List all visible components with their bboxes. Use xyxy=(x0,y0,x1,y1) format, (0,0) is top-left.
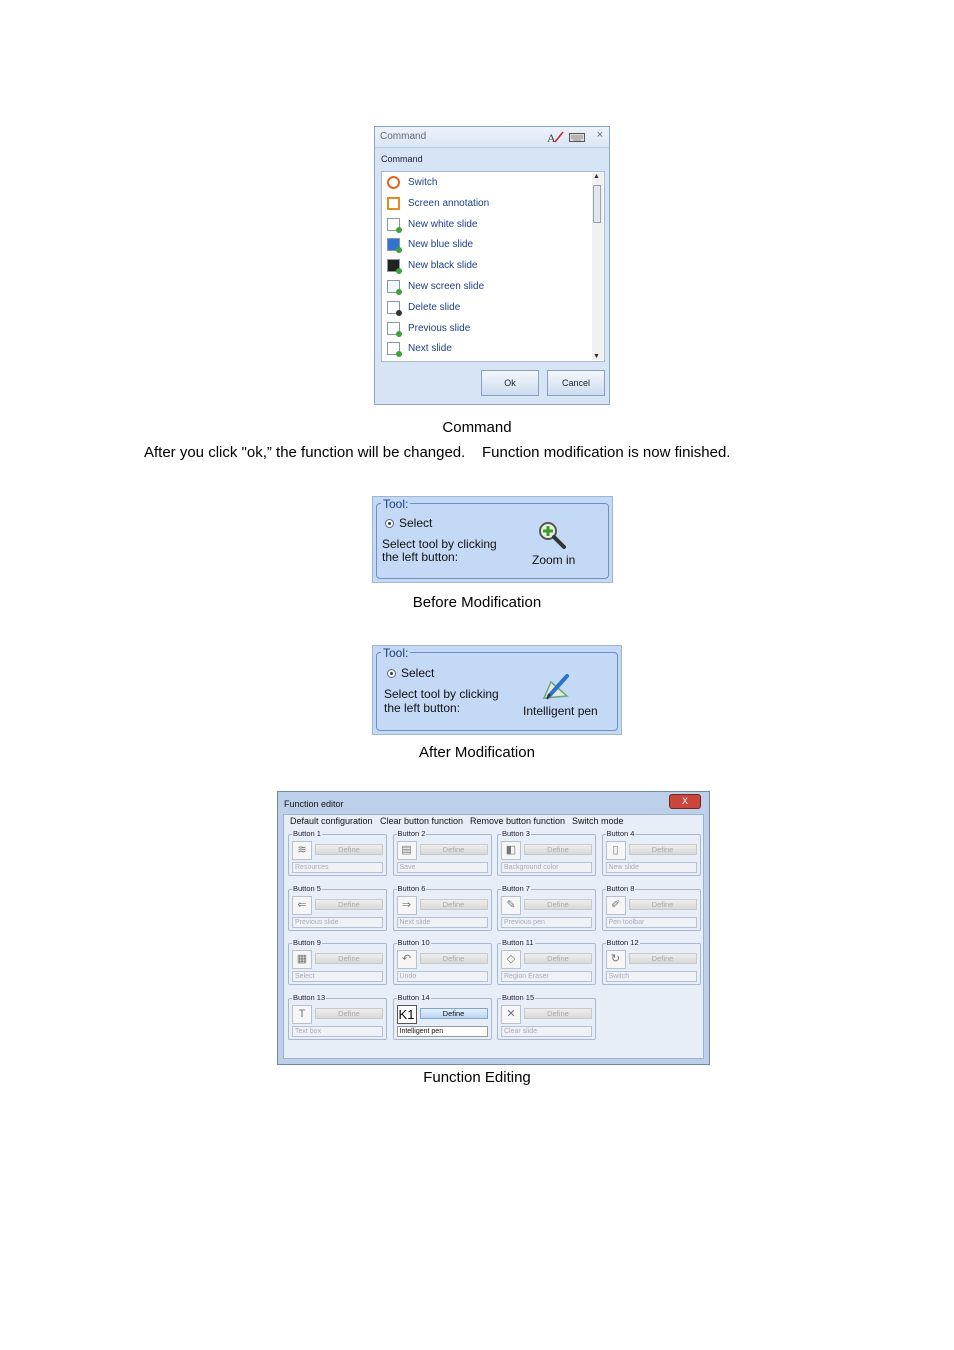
command-item[interactable] xyxy=(382,256,592,277)
define-button[interactable]: Define xyxy=(420,899,488,910)
blue-slide-icon xyxy=(387,238,400,251)
screen-slide-icon xyxy=(387,280,400,293)
badge-icon xyxy=(396,247,402,253)
function-value-field: Region Eraser xyxy=(501,971,592,982)
svg-text:A: A xyxy=(547,131,556,144)
button-slot-label: Button 4 xyxy=(606,829,635,838)
menu-clear-button-function[interactable]: Clear button function xyxy=(380,816,464,826)
radio-label: Select xyxy=(399,516,433,530)
define-button[interactable]: Define xyxy=(315,953,383,964)
button-slot xyxy=(602,938,701,985)
zoom-in-icon[interactable] xyxy=(537,520,567,555)
command-item[interactable] xyxy=(382,235,592,256)
define-button[interactable]: Define xyxy=(420,1008,488,1019)
button-slot-label: Button 1 xyxy=(293,829,321,838)
badge-icon xyxy=(396,351,402,357)
hint-line-1: Select tool by clicking xyxy=(382,537,497,551)
button-slot-label: Button 15 xyxy=(502,992,535,1002)
button-slot-label: Button 8 xyxy=(606,883,635,893)
function-value-field: Next slide xyxy=(397,917,488,928)
next-slide-icon xyxy=(387,342,400,355)
function-value-field: Resources xyxy=(292,862,383,873)
define-button[interactable]: Define xyxy=(315,1008,383,1019)
button-slot-label: Button 14 xyxy=(397,992,430,1002)
delete-slide-icon xyxy=(387,301,400,314)
button-slot xyxy=(288,829,387,876)
radio-label: Select xyxy=(401,666,435,680)
define-button[interactable]: Define xyxy=(629,953,697,964)
clear-slide-icon[interactable]: ✕ xyxy=(501,1005,521,1024)
hint-line-1: Select tool by clicking xyxy=(384,687,499,701)
command-item-label: New blue slide xyxy=(408,239,474,251)
menu-default-configuration[interactable]: Default configuration xyxy=(290,816,373,826)
undo-icon[interactable]: ↶ xyxy=(397,950,417,969)
command-item[interactable] xyxy=(382,173,592,194)
button-slot-label: Button 11 xyxy=(502,938,534,947)
command-item-label: New white slide xyxy=(408,218,478,230)
text-box-icon[interactable]: T xyxy=(292,1005,312,1024)
previous-slide-icon[interactable]: ⇐ xyxy=(292,896,312,915)
hint-line-2: the left button: xyxy=(384,701,461,715)
select-radio[interactable] xyxy=(387,669,396,678)
badge-icon xyxy=(396,310,402,316)
menu-switch-mode[interactable]: Switch mode xyxy=(572,816,624,826)
cancel-button[interactable]: Cancel xyxy=(547,370,605,396)
define-button[interactable]: Define xyxy=(524,844,592,855)
previous-slide-icon xyxy=(387,322,400,335)
button-slot xyxy=(497,884,596,931)
function-value-field: Pen toolbar xyxy=(606,917,697,928)
button-slot xyxy=(393,938,492,985)
background-color-icon[interactable]: ◧ xyxy=(501,841,521,860)
button-slot xyxy=(602,884,701,931)
instruction-paragraph: After you click "ok,” the function will be changed. Function modification is now finished. xyxy=(144,444,731,461)
command-item-label: Screen annotation xyxy=(408,197,490,209)
define-button[interactable]: Define xyxy=(420,953,488,964)
button-slot xyxy=(393,993,492,1040)
button-slot xyxy=(602,829,701,876)
button-slot xyxy=(393,829,492,876)
white-slide-icon xyxy=(387,218,400,231)
button-slot xyxy=(497,829,596,876)
function-value-field: Background color xyxy=(501,862,592,873)
command-item[interactable] xyxy=(382,215,592,236)
define-button[interactable]: Define xyxy=(315,899,383,910)
pen-toolbar-icon[interactable]: ✐ xyxy=(606,896,626,915)
previous-pen-icon[interactable]: ✎ xyxy=(501,896,521,915)
button-slot-label: Button 6 xyxy=(397,883,426,893)
tool-panel-after xyxy=(372,645,622,735)
save-icon[interactable]: ▤ xyxy=(397,841,417,860)
button-slot xyxy=(288,938,387,985)
function-value-field: Undo xyxy=(397,971,488,982)
command-item[interactable] xyxy=(382,339,592,360)
scroll-up-icon[interactable]: ▲ xyxy=(593,173,600,180)
button-slot-label: Button 13 xyxy=(293,992,326,1002)
scroll-down-icon[interactable]: ▼ xyxy=(593,353,600,360)
close-icon[interactable]: X xyxy=(669,794,701,809)
caption-before: Before Modification xyxy=(412,594,542,611)
intelligent-pen-icon[interactable] xyxy=(541,672,573,707)
command-item[interactable] xyxy=(382,277,592,298)
badge-icon xyxy=(396,331,402,337)
command-list[interactable] xyxy=(381,171,605,362)
select-icon[interactable]: ▦ xyxy=(292,950,312,969)
tool-legend: Tool: xyxy=(383,497,409,511)
button-slot-label: Button 12 xyxy=(606,938,639,947)
command-item-label: Previous slide xyxy=(408,322,471,334)
command-item[interactable] xyxy=(382,319,592,340)
function-value-field: Clear slide xyxy=(501,1026,592,1037)
function-value-field: New slide xyxy=(606,862,697,873)
caption-after: After Modification xyxy=(419,744,535,761)
function-value-field: Intelligent pen xyxy=(397,1026,488,1037)
define-button[interactable]: Define xyxy=(629,844,697,855)
tool-name: Zoom in xyxy=(532,553,576,567)
command-item-label: New black slide xyxy=(408,260,478,272)
badge-icon xyxy=(396,268,402,274)
caption-function-editing: Function Editing xyxy=(423,1069,531,1086)
function-value-field: Switch xyxy=(606,971,697,982)
button-slot xyxy=(497,938,596,985)
define-button[interactable]: Define xyxy=(629,899,697,910)
scrollbar[interactable] xyxy=(592,173,603,360)
command-item-label: Delete slide xyxy=(408,301,461,313)
command-item-label: New screen slide xyxy=(408,281,485,292)
button-slot-label: Button 7 xyxy=(502,883,530,893)
define-button[interactable]: Define xyxy=(524,953,592,964)
function-value-field: Save xyxy=(397,862,488,873)
new-slide-icon[interactable]: ▯ xyxy=(606,841,626,860)
editor-body xyxy=(283,814,704,1059)
annotation-icon xyxy=(387,197,400,210)
switch-icon xyxy=(387,176,400,189)
keyboard-icon[interactable] xyxy=(569,130,585,145)
dialog-title: Command xyxy=(380,131,427,142)
define-button[interactable]: Define xyxy=(524,899,592,910)
function-value-field: Previous pen xyxy=(501,917,592,928)
eraser-icon[interactable]: ◇ xyxy=(501,950,521,969)
button-slot-label: Button 9 xyxy=(293,938,321,947)
button-slot-label: Button 5 xyxy=(293,883,321,893)
next-slide-icon[interactable]: ⇒ xyxy=(397,896,417,915)
function-value-field: Previous slide xyxy=(292,917,383,928)
handwriting-icon[interactable] xyxy=(547,130,565,147)
button-slot-label: Button 3 xyxy=(502,829,530,838)
window-title: Function editor xyxy=(284,799,344,809)
caption-command: Command xyxy=(442,419,512,436)
badge-icon xyxy=(396,289,402,295)
button-slot-label: Button 10 xyxy=(397,938,430,947)
button-slot xyxy=(288,884,387,931)
command-item[interactable] xyxy=(382,298,592,319)
command-section-label: Command xyxy=(381,154,423,164)
button-slot-label: Button 2 xyxy=(397,829,426,838)
button-slot xyxy=(393,884,492,931)
menu-remove-button-function[interactable]: Remove button function xyxy=(470,816,566,826)
button-slot xyxy=(288,993,387,1040)
command-dialog xyxy=(374,126,610,405)
hint-line-2: the left button: xyxy=(382,550,459,564)
define-button[interactable]: Define xyxy=(420,844,488,855)
black-slide-icon xyxy=(387,259,400,272)
switch-icon[interactable]: ↻ xyxy=(606,950,626,969)
tool-legend: Tool: xyxy=(383,646,409,660)
define-button[interactable]: Define xyxy=(315,844,383,855)
tool-panel-before xyxy=(372,496,613,583)
scroll-thumb[interactable] xyxy=(593,185,601,223)
resources-icon[interactable]: ≋ xyxy=(292,841,312,860)
function-value-field: Text box xyxy=(292,1026,383,1037)
command-item[interactable] xyxy=(382,194,592,215)
command-item-label: Switch xyxy=(408,177,438,188)
badge-icon xyxy=(396,227,402,233)
function-editor-window xyxy=(277,791,710,1065)
ok-button[interactable]: Ok xyxy=(481,370,539,396)
k1-icon[interactable]: K1 xyxy=(397,1005,417,1024)
tool-name: Intelligent pen xyxy=(523,704,598,718)
select-radio[interactable] xyxy=(385,519,394,528)
define-button[interactable]: Define xyxy=(524,1008,592,1019)
button-slot xyxy=(497,993,596,1040)
command-item-label: Next slide xyxy=(408,343,452,355)
dialog-titlebar xyxy=(375,127,609,148)
close-icon[interactable]: × xyxy=(596,129,603,141)
function-value-field: Select xyxy=(292,971,383,982)
